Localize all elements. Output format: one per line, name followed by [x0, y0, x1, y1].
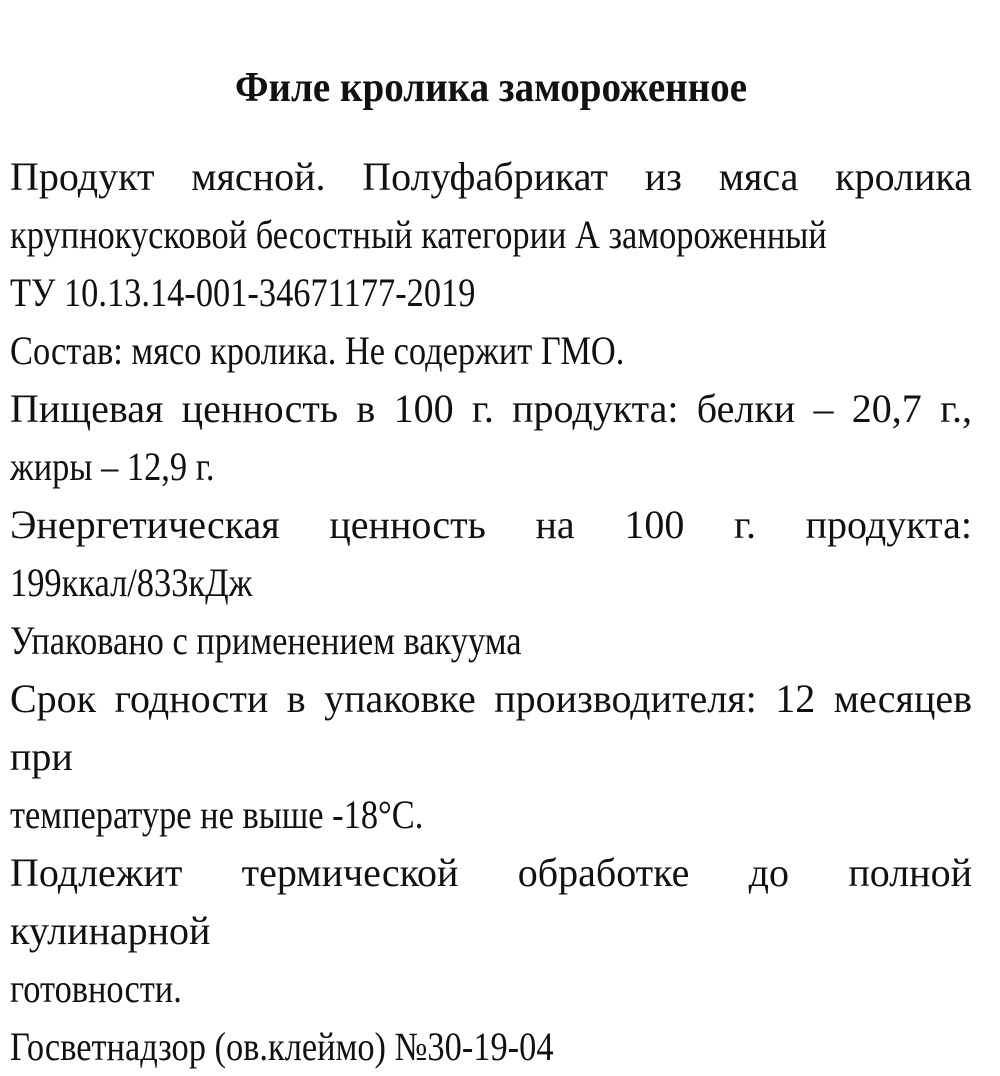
- composition: Состав: мясо кролика. Не содержит ГМО.: [10, 328, 625, 373]
- product-description: [10, 148, 972, 322]
- nutrition-line-1: Пищевая ценность в 100 г. продукта: белки – 20,7 г.,: [10, 386, 972, 431]
- product-label: [10, 58, 972, 1076]
- energy-line-2: 199ккал/833кДж: [10, 560, 253, 605]
- shelf-life: [10, 670, 972, 844]
- description-line-1: Продукт мясной. Полуфабрикат из мяса кролика: [10, 154, 972, 199]
- energy-value: [10, 496, 972, 612]
- cooking-line-2: готовности.: [10, 966, 182, 1011]
- packaging-note: Упаковано с применением вакуума: [10, 618, 522, 663]
- cooking-line-1: Подлежит термической обработке до полной кулинарной: [10, 850, 972, 953]
- standard-code: ТУ 10.13.14-001-34671177-2019: [10, 270, 476, 315]
- energy-line-1: Энергетическая ценность на 100 г. продукта:: [10, 502, 972, 547]
- description-line-2: крупнокусковой бесостный категории А замороженный: [10, 212, 827, 257]
- nutrition-value: [10, 380, 972, 496]
- cooking-instructions: [10, 844, 972, 1018]
- shelf-life-line-2: температуре не выше -18°С.: [10, 792, 424, 837]
- product-title: Филе кролика замороженное: [234, 65, 748, 111]
- shelf-life-line-1: Срок годности в упаковке производителя: 12 месяцев при: [10, 676, 972, 779]
- vet-certificate: Госветнадзор (ов.клеймо) №30-19-04: [10, 1024, 554, 1069]
- nutrition-line-2: жиры – 12,9 г.: [10, 444, 215, 489]
